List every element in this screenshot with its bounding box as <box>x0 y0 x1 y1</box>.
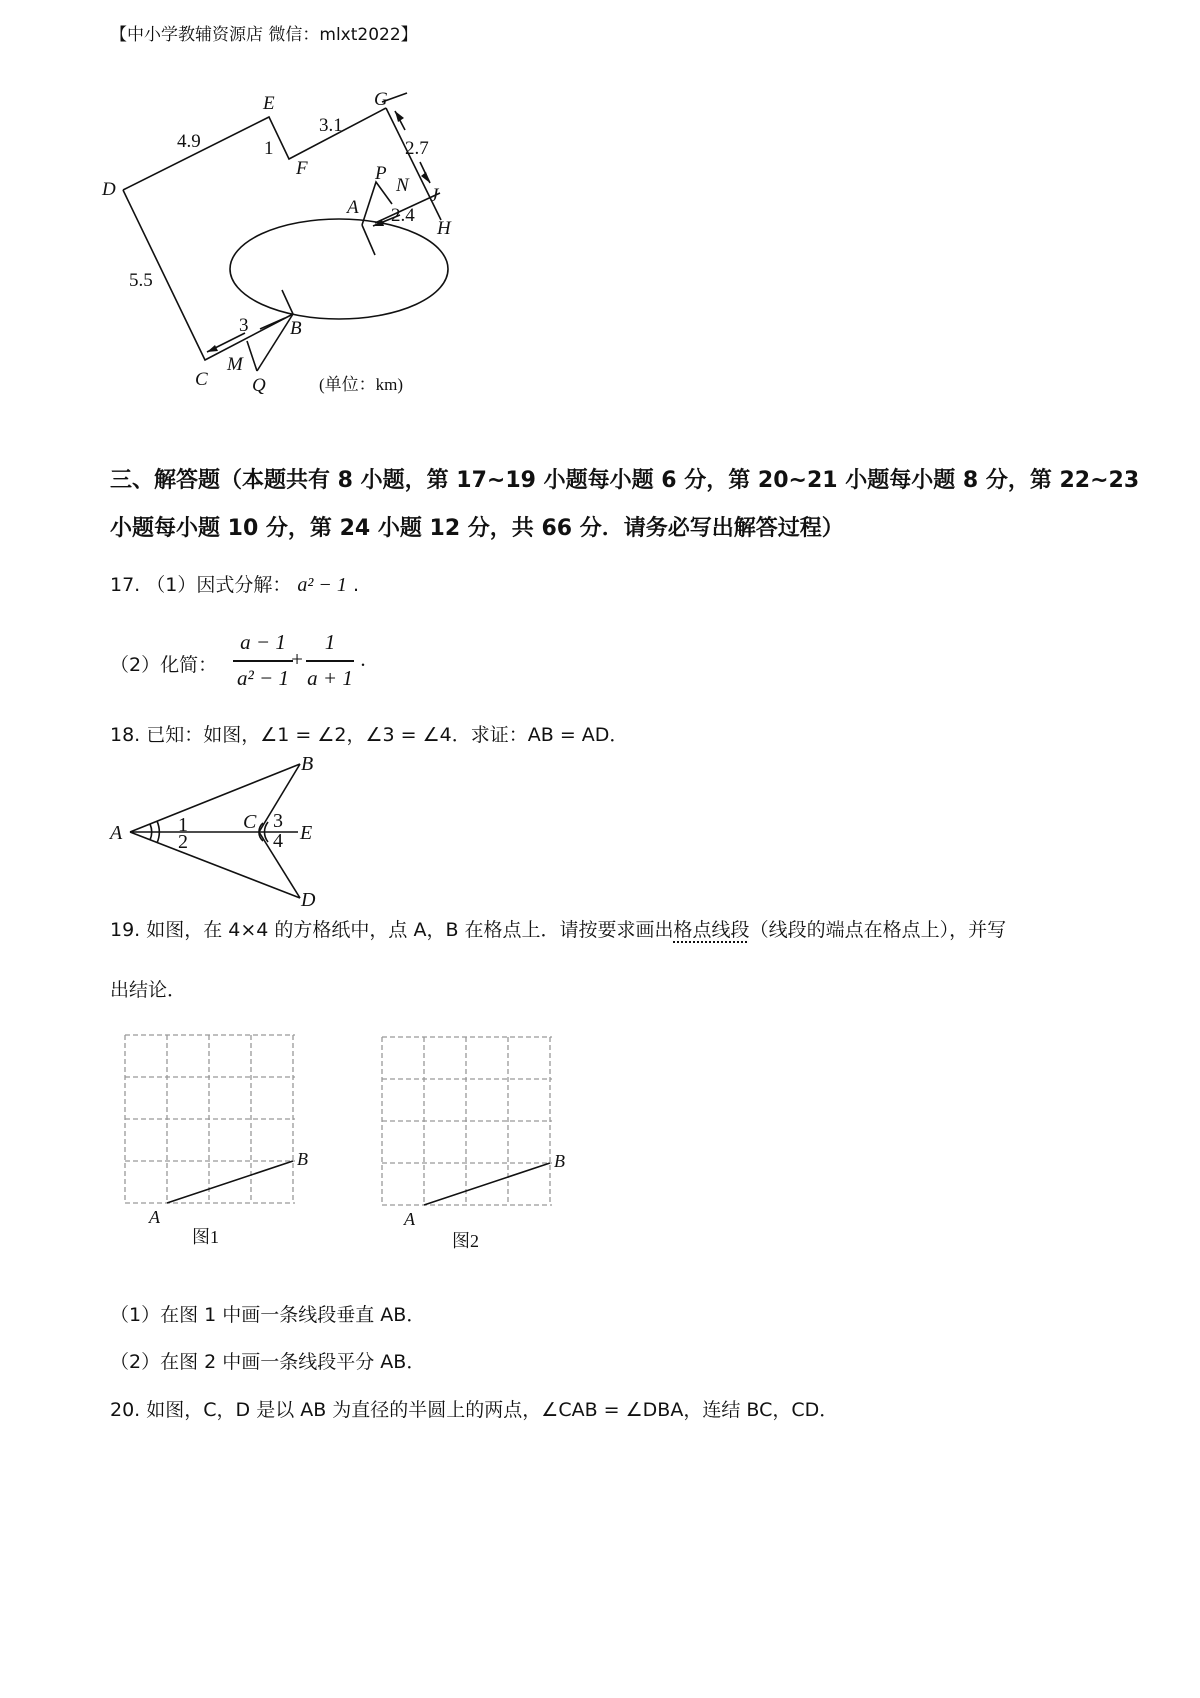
q17-fraction2-denominator: a + 1 <box>307 666 353 690</box>
length-2-4: 2.4 <box>391 205 415 226</box>
q19-figure-1 <box>115 1025 335 1255</box>
q19-figure-2 <box>372 1027 592 1257</box>
fig2-label-a: A <box>404 1209 415 1229</box>
label-q: Q <box>252 375 266 396</box>
section-heading-line1: 三、解答题（本题共有 8 小题，第 17~19 小题每小题 6 分，第 20~21 小题每小题 8 分，第 22~23 <box>110 468 1140 493</box>
label-n: N <box>396 175 409 196</box>
lake-ellipse <box>230 219 448 319</box>
q19-text-a: 19. 如图，在 4×4 的方格纸中，点 A，B 在格点上．请按要求画出 <box>110 919 674 941</box>
label-g: G <box>374 89 388 110</box>
q20-text: 20. 如图，C，D 是以 AB 为直径的半圆上的两点，∠CAB = ∠DBA，连结 BC，CD． <box>110 1399 839 1421</box>
q17-part1-label: （1）因式分解： <box>146 574 292 596</box>
q18-label-c: C <box>243 811 257 833</box>
q18-label-4: 4 <box>273 830 283 852</box>
section-heading-line2: 小题每小题 10 分，第 24 小题 12 分，共 66 分．请务必写出解答过程） <box>110 516 844 541</box>
q18-text: 18. 已知：如图，∠1 = ∠2，∠3 = ∠4．求证：AB = AD． <box>110 724 629 746</box>
length-3-1: 3.1 <box>319 115 343 136</box>
q18-label-a: A <box>110 822 123 844</box>
q19-sub1: （1）在图 1 中画一条线段垂直 AB． <box>110 1304 426 1326</box>
q17-part2-label: （2）化简： <box>110 654 218 676</box>
q17-fraction1-bar <box>233 660 293 662</box>
label-d: D <box>102 179 116 200</box>
label-e: E <box>263 93 275 114</box>
length-4-9: 4.9 <box>177 131 201 152</box>
q17-fraction2-bar <box>306 660 354 662</box>
q18-label-2: 2 <box>178 831 188 853</box>
q17-part2-period: . <box>360 647 366 671</box>
q18-label-e: E <box>300 822 313 844</box>
q17-fraction2-numerator: 1 <box>324 630 336 654</box>
q19-sub2: （2）在图 2 中画一条线段平分 AB． <box>110 1351 426 1373</box>
segment-ab-1 <box>167 1161 293 1203</box>
length-3: 3 <box>239 315 249 336</box>
length-2-7: 2.7 <box>405 138 429 159</box>
q18-label-b: B <box>301 753 314 775</box>
unit-label: (单位：km) <box>319 375 404 394</box>
label-m: M <box>227 354 243 375</box>
segment-ab-2 <box>424 1163 550 1205</box>
fig2-label-b: B <box>554 1151 565 1171</box>
q18-label-3: 3 <box>273 810 283 832</box>
q19-line1 <box>110 915 1006 942</box>
route-path <box>123 108 386 190</box>
page-header: 【中小学教辅资源店 微信：mlxt2022】 <box>110 25 418 45</box>
q17-part1-period: . <box>352 574 359 596</box>
q17-part1-expression: a² − 1 <box>297 574 347 596</box>
q17-number: 17. <box>110 574 141 596</box>
length-1: 1 <box>264 138 274 159</box>
label-j: J <box>430 185 439 206</box>
label-h: H <box>437 218 451 239</box>
label-a: A <box>347 197 359 218</box>
fig2-caption: 图2 <box>452 1231 479 1251</box>
length-5-5: 5.5 <box>129 270 153 291</box>
label-f: F <box>296 158 308 179</box>
fig1-label-a: A <box>149 1207 160 1227</box>
q17-plus-sign: + <box>291 647 303 671</box>
q19-line2: 出结论． <box>110 979 187 1001</box>
q17-part1 <box>110 570 359 597</box>
label-b: B <box>290 318 302 339</box>
q18-label-1: 1 <box>178 814 188 836</box>
label-c: C <box>195 369 208 390</box>
q19-emphasis: 格点线段 <box>673 919 750 941</box>
q19-text-b: （线段的端点在格点上），并写 <box>749 919 1007 941</box>
q18-label-d: D <box>301 889 316 908</box>
q17-fraction1-numerator: a − 1 <box>240 630 286 654</box>
q18-figure <box>105 748 335 908</box>
fig1-caption: 图1 <box>192 1227 219 1247</box>
label-p: P <box>375 163 387 184</box>
route-figure <box>95 85 535 425</box>
q17-fraction1-denominator: a² − 1 <box>237 666 289 690</box>
fig1-label-b: B <box>297 1149 308 1169</box>
